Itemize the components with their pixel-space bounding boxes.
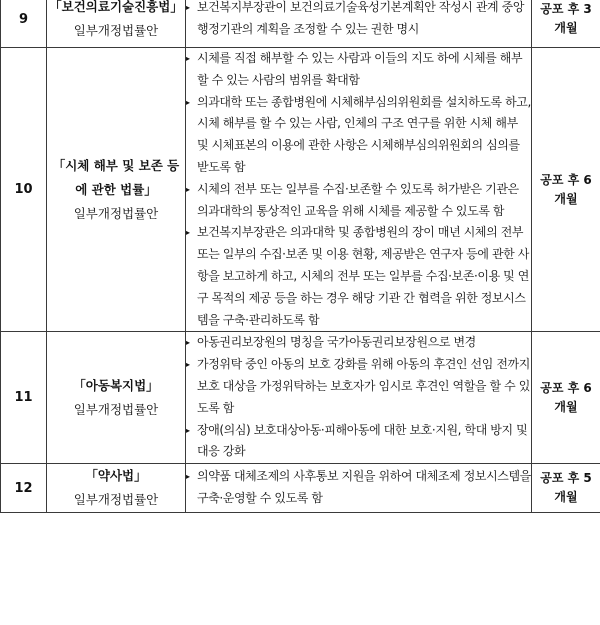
description-item: ▸ 장애(의심) 보호대상아동·피해아동에 대한 보호·지원, 학대 방지 및 대응 강화 (186, 420, 531, 464)
triangle-right-icon: ▸ (186, 425, 190, 435)
law-title-cell (47, 48, 186, 332)
description-item: ▸ 보건복지부장관은 의과대학 및 종합병원의 장이 매년 시체의 전부 또는 일부의 수집·보존 및 이용 현황, 제공받은 연구자 등에 관한 사항을 보고하게 하고, 시체의 전부 또는 일부를 수집·보존·이용 및 연구 목적의 제공 등을 하는 경우 해당 기관 간 협력을 위한 정보시스템을 구축·관리하도록 함 (186, 222, 531, 331)
row-number: 11 (1, 332, 47, 464)
triangle-right-icon: ▸ (186, 338, 190, 348)
effective-date-line2: 개월 (554, 490, 578, 505)
triangle-right-icon: ▸ (186, 3, 190, 13)
effective-date-cell (532, 48, 600, 332)
triangle-right-icon: ▸ (186, 228, 190, 238)
table-row (1, 0, 600, 48)
triangle-right-icon: ▸ (186, 184, 190, 194)
law-title-cell (47, 464, 186, 513)
description-cell (186, 464, 532, 513)
effective-date-line1: 공포 후 5 (540, 471, 592, 486)
row-number: 12 (1, 464, 47, 513)
triangle-right-icon: ▸ (186, 472, 190, 482)
row-number: 9 (1, 0, 47, 48)
description-item: ▸ 의약품 대체조제의 사후통보 지원을 위하여 대체조제 정보시스템을 구축·운영할 수 있도록 함 (186, 466, 531, 510)
law-title-cell (47, 332, 186, 464)
effective-date-line1: 공포 후 3 (540, 2, 592, 16)
law-type: 일부개정법률안 (73, 401, 159, 417)
description-cell (186, 332, 532, 464)
law-type: 일부개정법률안 (73, 492, 159, 508)
description-cell (186, 48, 532, 332)
table-row (1, 332, 600, 464)
description-item: ▸ 가정위탁 중인 아동의 보호 강화를 위해 아동의 후견인 선임 전까지 보호 대상을 가정위탁하는 보호자가 임시로 후견인 역할을 할 수 있도록 함 (186, 354, 531, 419)
effective-date-cell (532, 464, 600, 513)
effective-date-line1: 공포 후 6 (540, 172, 592, 187)
effective-date-line1: 공포 후 6 (540, 380, 592, 395)
triangle-right-icon: ▸ (186, 360, 190, 370)
description-item: ▸ 시체의 전부 또는 일부를 수집·보존할 수 있도록 허가받은 기관은 의과대학의 통상적인 교육을 위해 시체를 제공할 수 있도록 함 (186, 179, 531, 223)
description-item: ▸ 보건복지부장관이 보건의료기술육성기본계획안 작성시 관계 중앙행정기관의 계획을 조정할 수 있는 권한 명시 (186, 0, 531, 41)
effective-date-line2: 개월 (554, 399, 578, 414)
description-cell (186, 0, 532, 48)
table-row (1, 48, 600, 332)
law-title-cell (47, 0, 186, 48)
effective-date-line2: 개월 (554, 21, 578, 35)
effective-date-cell (532, 332, 600, 464)
row-number: 10 (1, 48, 47, 332)
effective-date-cell (532, 0, 600, 48)
law-name: 「아동복지법」 (73, 377, 159, 393)
law-name: 「약사법」 (85, 468, 147, 484)
description-item: ▸ 시체를 직접 해부할 수 있는 사람과 이들의 지도 하에 시체를 해부할 수 있는 사람의 범위를 확대함 (186, 48, 531, 92)
law-type: 일부개정법률안 (73, 23, 159, 38)
triangle-right-icon: ▸ (186, 54, 190, 63)
table-row (1, 464, 600, 513)
law-type: 일부개정법률안 (73, 205, 159, 221)
effective-date-line2: 개월 (554, 191, 578, 206)
law-name: 「보건의료기술진흥법」 (49, 0, 183, 14)
description-item: ▸ 아동권리보장원의 명칭을 국가아동권리보장원으로 변경 (186, 332, 531, 354)
law-name: 「시체 해부 및 보존 등에 관한 법률」 (52, 157, 180, 197)
triangle-right-icon: ▸ (186, 97, 190, 107)
description-item: ▸ 의과대학 또는 종합병원에 시체해부심의위원회를 설치하도록 하고, 시체 해부를 할 수 있는 사람, 인체의 구조 연구를 위한 시체 해부 및 시체표본의 이용에 관한 사항은 시체해부심의위원회의 심의를 받도록 함 (186, 92, 531, 179)
